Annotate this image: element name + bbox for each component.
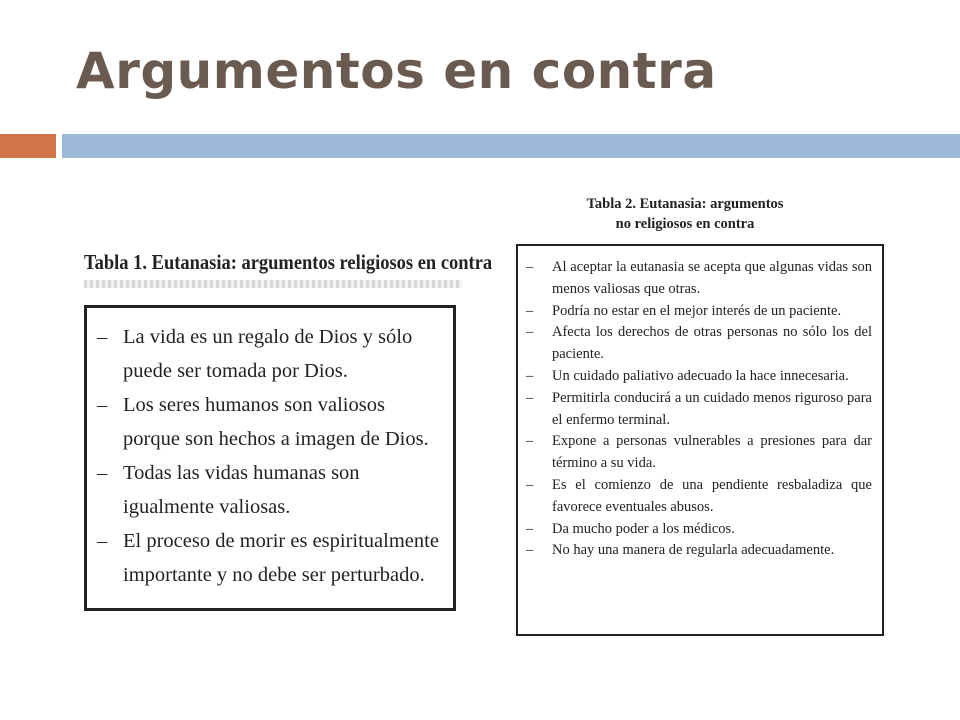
dash-bullet: –: [97, 326, 108, 348]
table2-item-text: Es el comienzo de una pendiente resbaladiza que favorece eventuales abusos.: [552, 476, 872, 515]
table2-item: [526, 475, 872, 519]
dash-bullet: –: [526, 324, 534, 341]
table1-item: [97, 320, 443, 388]
table2-item: [526, 431, 872, 475]
table1-caption: Tabla 1. Eutanasia: argumentos religiosos en contra: [84, 250, 493, 274]
table2-item: [526, 388, 872, 432]
dash-bullet: –: [526, 259, 534, 275]
table2-item: [526, 540, 872, 562]
dash-bullet: –: [526, 542, 534, 559]
dash-bullet: –: [526, 389, 534, 406]
table2-item-text: Un cuidado paliativo adecuado la hace innecesaria.: [552, 367, 849, 384]
table2-item: [526, 322, 872, 366]
accent-bar-orange: [0, 134, 56, 158]
table2-item-text: Afecta los derechos de otras personas no sólo los del paciente.: [552, 324, 872, 363]
dash-bullet: –: [526, 520, 534, 537]
table2-item-text: Expone a personas vulnerables a presiones para dar término a su vida.: [552, 433, 872, 472]
table2-item-text: No hay una manera de regularla adecuadamente.: [552, 542, 835, 559]
table2-caption: [560, 194, 810, 234]
table1-item: [97, 388, 443, 456]
dash-bullet: –: [97, 394, 108, 416]
table1-item-text: Todas las vidas humanas son igualmente valiosas.: [123, 462, 360, 518]
dash-bullet: –: [526, 302, 534, 319]
table2-item-text: Al aceptar la eutanasia se acepta que algunas vidas son menos valiosas que otras.: [552, 259, 872, 297]
table2-item-text: Podría no estar en el mejor interés de un paciente.: [552, 302, 842, 319]
table1-item-text: La vida es un regalo de Dios y sólo puede ser tomada por Dios.: [123, 326, 413, 382]
table2-box: [516, 244, 884, 636]
dash-bullet: –: [97, 530, 108, 552]
table1-item: [97, 524, 443, 592]
table2-caption-line1: Tabla 2. Eutanasia: argumentos: [586, 196, 784, 212]
slide-title: Argumentos en contra: [76, 42, 717, 100]
dash-bullet: –: [526, 476, 534, 493]
table1-caption-rule: [84, 280, 462, 288]
table1-item-text: El proceso de morir es espiritualmente importante y no debe ser perturbado.: [123, 530, 439, 586]
table2-item: [526, 257, 872, 301]
dash-bullet: –: [97, 462, 108, 484]
table1-box: [84, 305, 456, 611]
table1-item-text: Los seres humanos son valiosos porque son hechos a imagen de Dios.: [123, 394, 429, 450]
dash-bullet: –: [526, 367, 534, 384]
table2-item-text: Permitirla conducirá a un cuidado menos riguroso para el enfermo terminal.: [552, 389, 872, 428]
dash-bullet: –: [526, 433, 534, 450]
table2-item: [526, 366, 872, 388]
table2-item: [526, 519, 872, 541]
table2-item: [526, 301, 872, 323]
table2-list: [518, 246, 882, 562]
table1-item: [97, 456, 443, 524]
table2-item-text: Da mucho poder a los médicos.: [552, 520, 735, 537]
table1-list: [87, 308, 453, 592]
accent-bar-blue: [62, 134, 960, 158]
table2-caption-line2: no religiosos en contra: [615, 216, 755, 232]
